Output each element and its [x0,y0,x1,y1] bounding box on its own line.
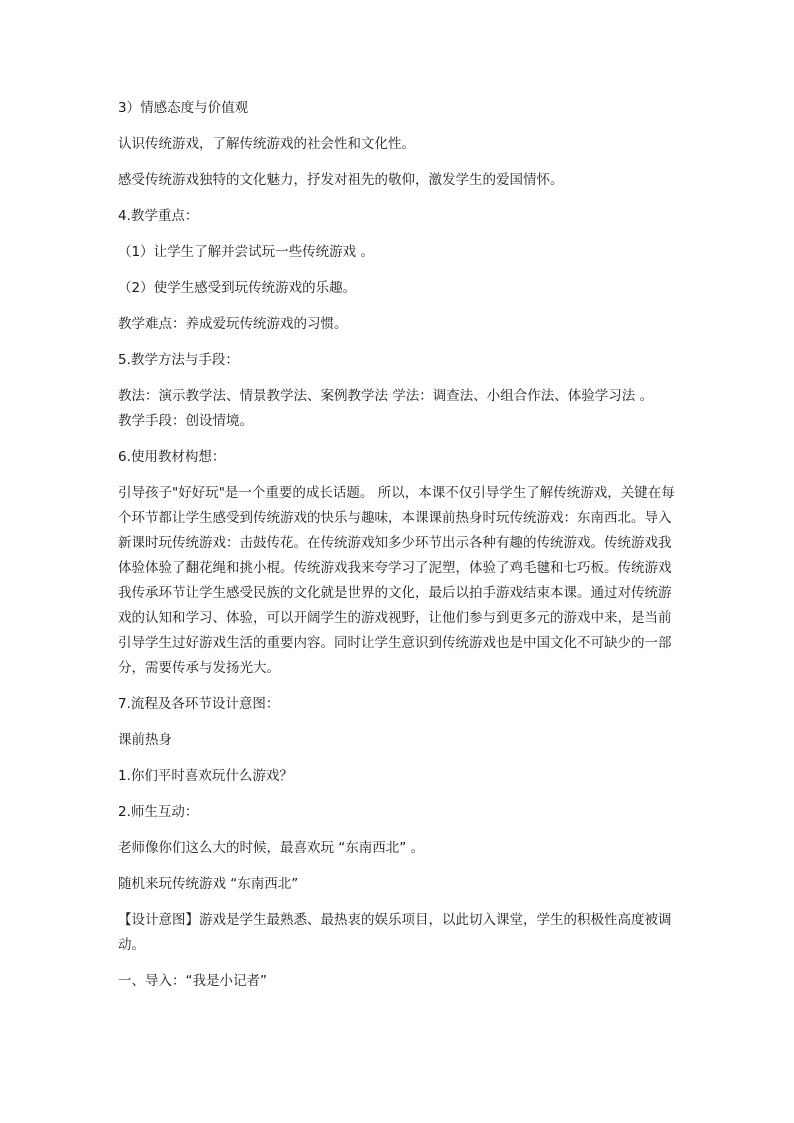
paragraph-teaching-difficulty: 教学难点：养成爱玩传统游戏的习惯。 [118,316,348,332]
list-item: 2.师生互动： [118,804,199,820]
list-item: （2）使学生感受到玩传统游戏的乐趣。 [118,280,357,296]
subheading-warmup: 课前热身 [118,732,172,748]
paragraph: 感受传统游戏独特的文化魅力，抒发对祖先的敬仰，激发学生的爱国情怀。 [118,172,564,188]
paragraph: 老师像你们这么大的时候，最喜欢玩 “东南西北” 。 [118,840,425,856]
list-item: 1.你们平时喜欢玩什么游戏？ [118,768,293,784]
heading-material-concept: 6.使用教材构想： [118,449,226,465]
heading-emotion-values: 3）情感态度与价值观 [118,100,249,116]
paragraph-means: 教学手段：创设情境。 [118,413,253,429]
list-item: （1）让学生了解并尝试玩一些传统游戏 。 [118,244,374,260]
heading-intro: 一、导入：“我是小记者” [118,973,267,989]
paragraph-design-intent: 【设计意图】游戏是学生最熟悉、最热衷的娱乐项目，以此切入课堂，学生的积极性高度被调动。 [118,912,672,953]
paragraph-material-concept: 引导孩子"好好玩"是一个重要的成长话题。 所以，本课不仅引导学生了解传统游戏，关键在每个环节都让学生感受到传统游戏的快乐与趣味，本课课前热身时玩传统游戏：东南西北。导入新课时玩传统游戏：击鼓传花。在传统游戏知多少环节出示各种有趣的传统游戏。传统游戏我体验体验了翻花绳和挑小棍。传统游戏我来夸学习了泥塑，体验了鸡毛毽和七巧板。传统游戏我传承环节让学生感受民族的文化就是世界的文化，最后以拍手游戏结束本课。通过对传统游戏的认知和学习、体验，可以开阔学生的游戏视野，让他们参与到更多元的游戏中来，是当前引导学生过好游戏生活的重要内容。同时让学生意识到传统游戏也是中国文化不可缺少的一部分，需要传承与发扬光大。 [118,485,675,676]
paragraph-methods: 教法：演示教学法、情景教学法、案例教学法 学法：调查法、小组合作法、体验学习法 。 [118,388,654,404]
document-body [118,96,678,1005]
paragraph: 随机来玩传统游戏 “东南西北” [118,876,299,892]
heading-process: 7.流程及各环节设计意图： [118,696,280,712]
paragraph: 认识传统游戏，了解传统游戏的社会性和文化性。 [118,136,415,152]
heading-teaching-focus: 4.教学重点： [118,208,199,224]
heading-methods: 5.教学方法与手段： [118,352,239,368]
